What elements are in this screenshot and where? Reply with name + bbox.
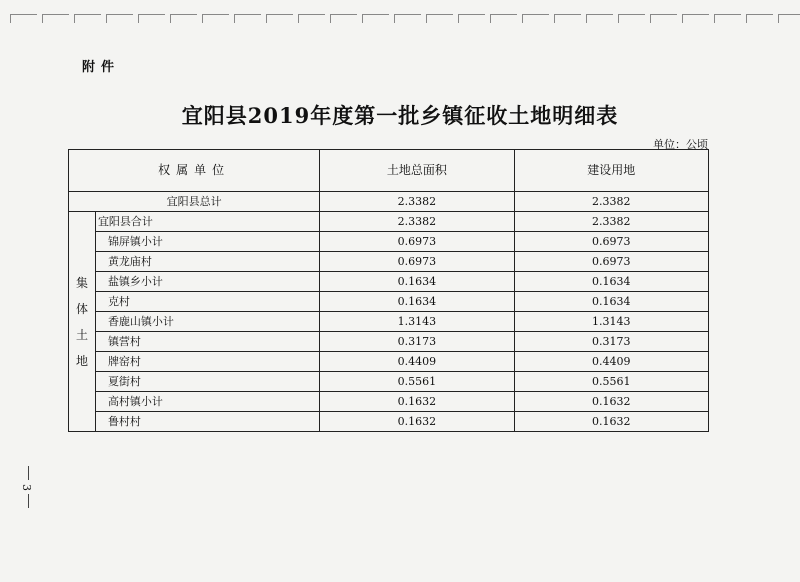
table-row	[69, 372, 709, 392]
perforation-mark	[586, 14, 613, 23]
land-detail-table	[68, 149, 709, 432]
construction-land-cell: 0.1632	[514, 392, 708, 412]
page-number: 3	[20, 484, 33, 491]
construction-land-cell: 2.3382	[514, 212, 708, 232]
total-area-cell: 0.1632	[320, 392, 514, 412]
perforation-mark	[266, 14, 293, 23]
perforation-mark	[778, 14, 800, 23]
perforation-mark	[106, 14, 133, 23]
county-total-row	[69, 192, 709, 212]
collective-land-char: 体	[75, 301, 88, 316]
construction-land-cell: 0.1632	[514, 412, 708, 432]
total-area-cell: 0.1634	[320, 272, 514, 292]
unit-name-cell: 黄龙庙村	[95, 252, 319, 272]
unit-name-cell: 镇营村	[95, 332, 319, 352]
unit-name-cell: 克村	[95, 292, 319, 312]
county-total-area: 2.3382	[320, 192, 514, 212]
perforation-mark	[650, 14, 677, 23]
total-area-cell: 0.6973	[320, 232, 514, 252]
total-area-cell: 0.1634	[320, 292, 514, 312]
county-total-construction: 2.3382	[514, 192, 708, 212]
table-row	[69, 292, 709, 312]
unit-name-cell: 高村镇小计	[95, 392, 319, 412]
unit-name-cell: 牌窑村	[95, 352, 319, 372]
perforation-mark	[330, 14, 357, 23]
attachment-label: 附件	[82, 60, 121, 75]
unit-name-cell: 锦屏镇小计	[95, 232, 319, 252]
header-construction-land: 建设用地	[514, 150, 708, 192]
unit-name-cell: 宜阳县合计	[95, 212, 319, 232]
construction-land-cell: 0.4409	[514, 352, 708, 372]
construction-land-cell: 0.6973	[514, 232, 708, 252]
unit-name-cell: 夏街村	[95, 372, 319, 392]
page-title: 宜阳县2019年度第一批乡镇征收土地明细表	[181, 103, 619, 128]
perforation-mark	[10, 14, 37, 23]
table-row	[69, 252, 709, 272]
total-area-cell: 0.1632	[320, 412, 514, 432]
perforation-mark	[138, 14, 165, 23]
unit-name-cell: 鲁村村	[95, 412, 319, 432]
total-area-cell: 0.6973	[320, 252, 514, 272]
margin-line-top	[28, 466, 29, 480]
county-total-name: 宜阳县总计	[69, 192, 320, 212]
table-row	[69, 272, 709, 292]
construction-land-cell: 0.6973	[514, 252, 708, 272]
perforation-mark	[618, 14, 645, 23]
total-area-cell: 0.4409	[320, 352, 514, 372]
total-area-cell: 1.3143	[320, 312, 514, 332]
unit-name-cell: 香鹿山镇小计	[95, 312, 319, 332]
construction-land-cell: 0.1634	[514, 292, 708, 312]
perforation-mark	[298, 14, 325, 23]
perforation-mark	[234, 14, 261, 23]
table-header-row	[69, 150, 709, 192]
table-row	[69, 392, 709, 412]
table-row	[69, 232, 709, 252]
total-area-cell: 2.3382	[320, 212, 514, 232]
construction-land-cell: 0.1634	[514, 272, 708, 292]
construction-land-cell: 0.5561	[514, 372, 708, 392]
table-row	[69, 212, 709, 232]
perforation-mark	[522, 14, 549, 23]
table-row	[69, 312, 709, 332]
collective-land-char: 集	[75, 275, 88, 290]
construction-land-cell: 1.3143	[514, 312, 708, 332]
total-area-cell: 0.3173	[320, 332, 514, 352]
table-row	[69, 332, 709, 352]
perforation-mark	[394, 14, 421, 23]
perforation-mark	[170, 14, 197, 23]
perforation-mark	[682, 14, 709, 23]
unit-name-cell: 盐镇乡小计	[95, 272, 319, 292]
table-row	[69, 352, 709, 372]
perforation-mark	[202, 14, 229, 23]
perforation-mark	[746, 14, 773, 23]
perforation-mark	[554, 14, 581, 23]
collective-land-char: 土	[75, 327, 88, 342]
total-area-cell: 0.5561	[320, 372, 514, 392]
perforation-mark	[426, 14, 453, 23]
perforation-mark	[458, 14, 485, 23]
collective-land-char: 地	[75, 353, 88, 368]
perforation-mark	[490, 14, 517, 23]
table-row	[69, 412, 709, 432]
collective-land-label	[69, 212, 96, 432]
perforation-mark	[714, 14, 741, 23]
construction-land-cell: 0.3173	[514, 332, 708, 352]
perforation-mark	[362, 14, 389, 23]
perforation-marks	[10, 14, 790, 26]
header-total-area: 土地总面积	[320, 150, 514, 192]
header-owner: 权属单位	[69, 150, 320, 192]
perforation-mark	[74, 14, 101, 23]
unit-label: 单位：公顷	[653, 138, 708, 151]
margin-line-bottom	[28, 494, 29, 508]
perforation-mark	[42, 14, 69, 23]
